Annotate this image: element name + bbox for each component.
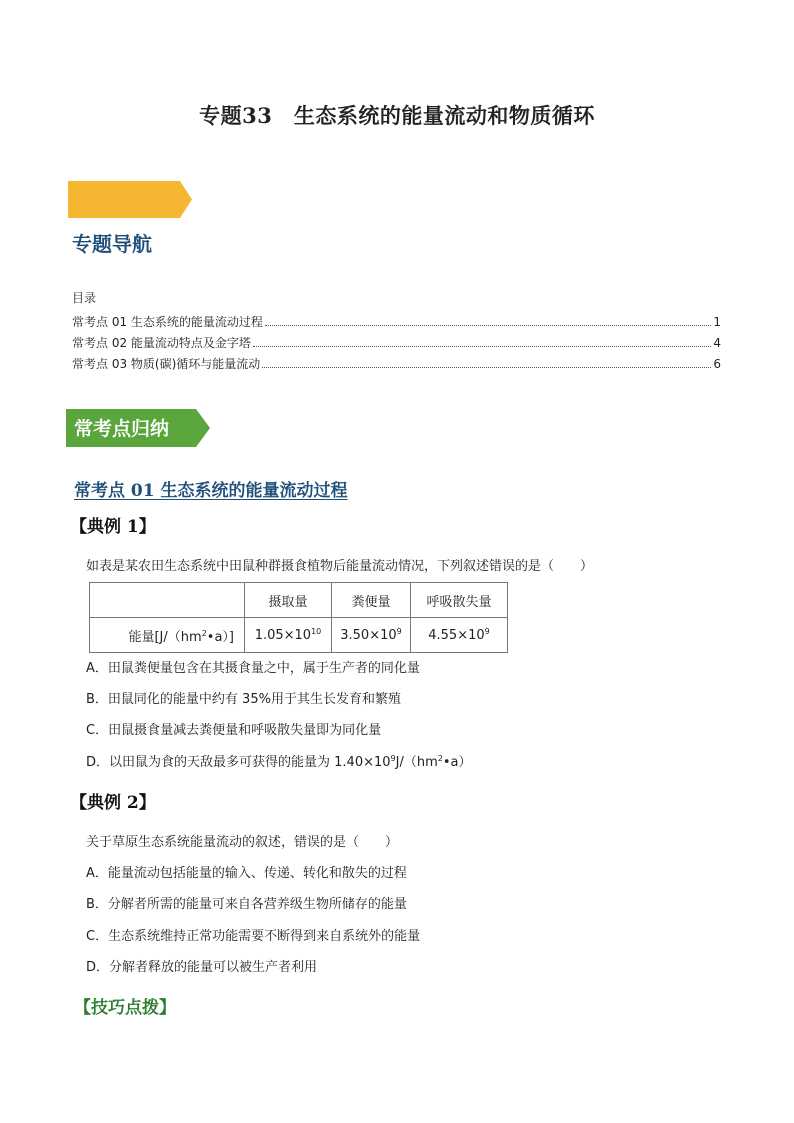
example-1-stem: 如表是某农田生态系统中田鼠种群摄食植物后能量流动情况，下列叙述错误的是（ ） [86,559,594,574]
toc-item-page: 4 [713,336,721,350]
energy-flow-table [89,582,508,653]
toc-heading: 目录 [72,291,97,305]
table-row-label: 能量$[J/(hm^2•a)]$ [90,618,245,653]
example-2-stem: 关于草原生态系统能量流动的叙述，错误的是（ ） [86,835,399,850]
example-1-option-b: B．田鼠同化的能量中约有 35%用于其生长发育和繁殖 [86,692,401,707]
toc-leader-dots [265,324,711,326]
feces-value: $3.50\times 10^9$ [332,618,411,653]
table-header-cell: 呼吸散失量 [411,583,508,618]
table-header-cell [90,583,245,618]
example-1-option-c: C．田鼠摄食量减去粪便量和呼吸散失量即为同化量 [86,723,382,738]
toc-item-page: 1 [713,315,721,329]
toc-item-01[interactable] [72,313,721,334]
example-2-option-a: A．能量流动包括能量的输入、传递、转化和散失的过程 [86,866,407,881]
example-2-option-c: C．生态系统维持正常功能需要不断得到来自系统外的能量 [86,929,421,944]
example-2-option-d: D．分解者释放的能量可以被生产者利用 [86,960,318,975]
nav-tab-shape [68,181,192,218]
toc-leader-dots [262,366,711,368]
example-1-option-a: A．田鼠粪便量包含在其摄食量之中，属于生产者的同化量 [86,661,420,676]
respiration-value: $4.55\times 10^9$ [411,618,508,653]
table-of-contents [72,313,721,376]
nav-heading: 专题导航 [72,232,152,256]
example-2-heading: 【典例 2】 [70,793,156,813]
intake-value: $1.05\times 10^{10}$ [245,618,332,653]
table-header-cell: 摄取量 [245,583,332,618]
toc-leader-dots [253,345,711,347]
document-title: 专题33 生态系统的能量流动和物质循环 [199,103,595,128]
table-header-cell: 粪便量 [332,583,411,618]
section-banner-label: 常考点归纳 [74,418,170,440]
toc-item-label: 常考点 01 生态系统的能量流动过程 [72,315,263,329]
table-row [90,618,508,653]
tips-heading: 【技巧点拨】 [74,998,176,1018]
table-header-row [90,583,508,618]
toc-item-label: 常考点 02 能量流动特点及金字塔 [72,336,251,350]
toc-item-02[interactable] [72,334,721,355]
example-1-heading: 【典例 1】 [70,517,156,537]
toc-item-label: 常考点 03 物质(碳)循环与能量流动 [72,357,261,371]
example-2-option-b: B．分解者所需的能量可来自各营养级生物所储存的能量 [86,897,407,912]
example-1-option-d: D．以田鼠为食的天敌最多可获得的能量为 $1.40\times 10^9J/(hm^2•a)$ [86,754,472,770]
toc-item-03[interactable] [72,355,721,376]
point-01-title[interactable]: 常考点 01 生态系统的能量流动过程 [74,481,348,501]
toc-item-page: 6 [713,357,721,371]
